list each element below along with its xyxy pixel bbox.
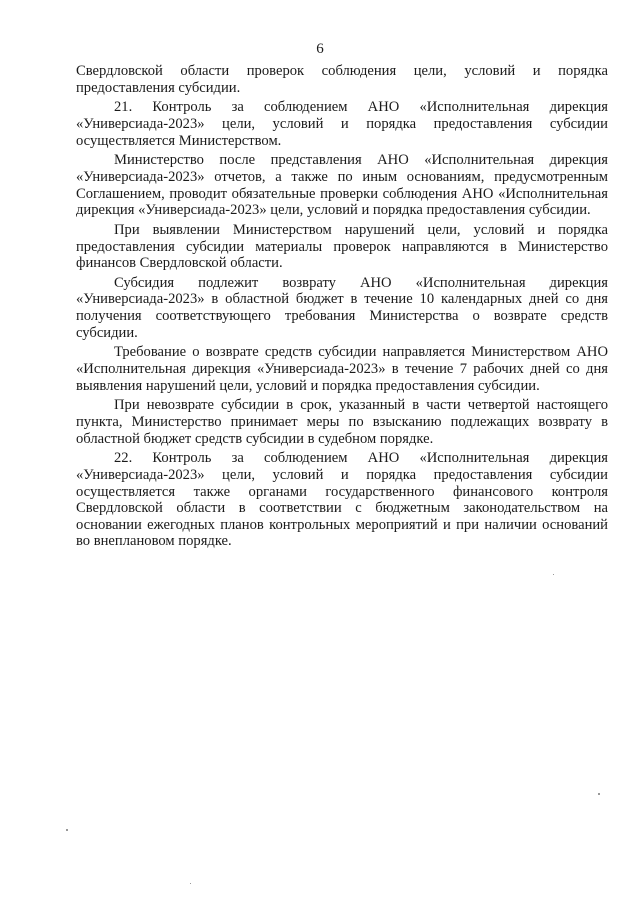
paragraph-item-22: 22. Контроль за соблюдением АНО «Исполнительная дирекция «Универсиада-2023» цели, условий и порядка предоставления субсидии осуществляется также органами государственного финансового контроля Свердловской области в соответствии с бюджетным законодательством на основании ежегодных планов контрольных мероприятий и при наличии оснований во внеплановом порядке. — [76, 450, 608, 550]
paragraph-item-21: 21. Контроль за соблюдением АНО «Исполнительная дирекция «Универсиада-2023» цели, условий и порядка предоставления субсидии осуществляется Министерством. — [76, 99, 608, 149]
paragraph-ministry-checks: Министерство после представления АНО «Исполнительная дирекция «Универсиада-2023» отчетов, а также по иным основаниям, предусмотренным Соглашением, проводит обязательные проверки соблюдения АНО «Исполнительная дирекция «Универсиада-2023» цели, условий и порядка предоставления субсидии. — [76, 152, 608, 219]
paragraph-violations: При выявлении Министерством нарушений цели, условий и порядка предоставления субсидии материалы проверок направляются в Министерство финансов Свердловской области. — [76, 221, 608, 272]
paragraph-subsidy-return: Субсидия подлежит возврату АНО «Исполнительная дирекция «Универсиада-2023» в областной бюджет в течение 10 календарных дней со дня получения соответствующего требования Министерства о возврате средств субсидии. — [76, 274, 608, 341]
page-number: 6 — [316, 41, 324, 57]
paragraph-non-return: При невозврате субсидии в срок, указанный в части четвертой настоящего пункта, Министерство принимает меры по взысканию подлежащих возврату в областной бюджет средств субсидии в судебном порядке. — [76, 397, 608, 447]
paragraph-return-demand: Требование о возврате средств субсидии направляется Министерством АНО «Исполнительная дирекция «Универсиада-2023» в течение 7 рабочих дней со дня выявления нарушений цели, условий и порядка предоставления субсидии. — [76, 344, 608, 394]
scan-speck — [66, 829, 68, 831]
document-body — [76, 63, 608, 553]
scan-speck — [598, 793, 600, 795]
scan-speck — [553, 574, 554, 575]
scan-speck — [190, 883, 191, 884]
paragraph-continuation: Свердловской области проверок соблюдения цели, условий и порядка предоставления субсидии. — [76, 63, 608, 96]
